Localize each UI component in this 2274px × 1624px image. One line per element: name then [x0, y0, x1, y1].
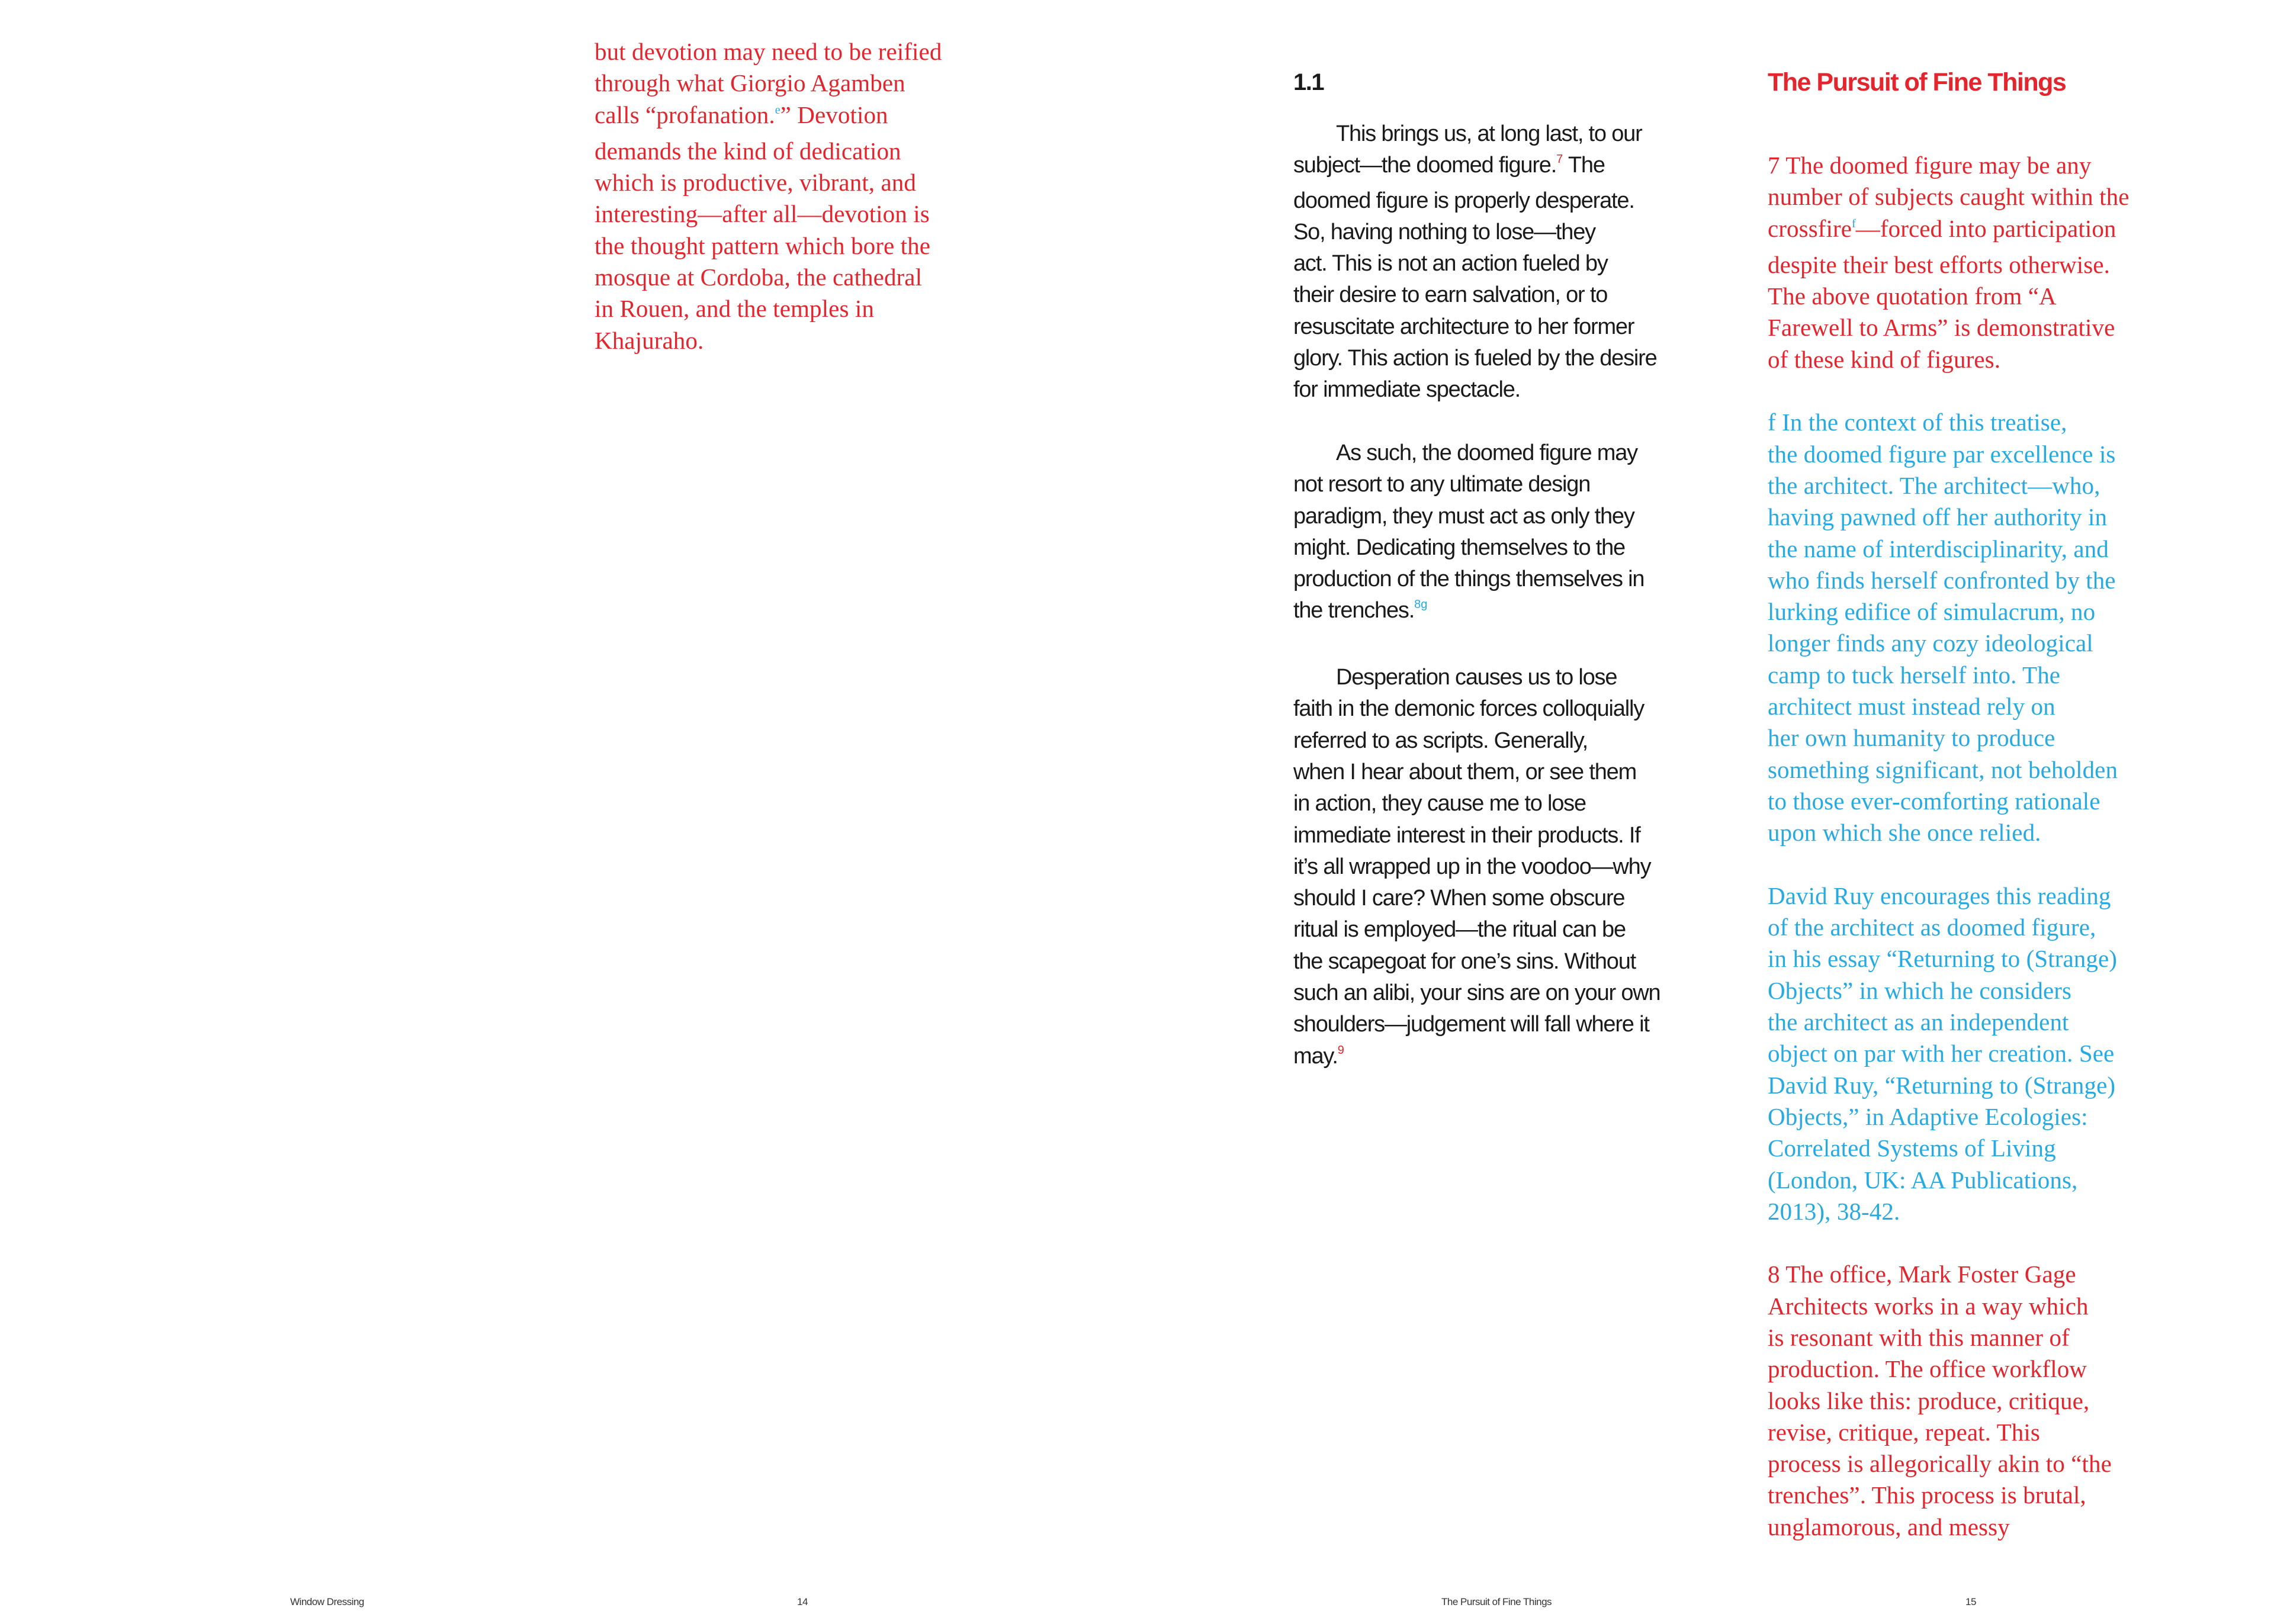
text-line: upon which she once relied. [1768, 819, 2041, 847]
text-line: the thought pattern which bore the [595, 231, 930, 259]
text-line: process is allegorically akin to “the [1768, 1450, 2112, 1478]
text-line: the architect. The architect—who, [1768, 471, 2100, 499]
text-line: act. This is not an action fueled by [1293, 251, 1608, 276]
text-line: 2013), 38-42. [1768, 1197, 1900, 1225]
body-paragraph [1293, 118, 1720, 406]
footnote-ref-7[interactable]: 7 [1556, 153, 1563, 166]
text-line: might. Dedicating themselves to the [1293, 535, 1625, 560]
text-line: mosque at Cordoba, the cathedral [595, 263, 923, 291]
text-line: crossfire$^f$—forced into participation [1768, 214, 2116, 242]
text-line: in action, they cause me to lose [1293, 791, 1586, 816]
text-line: camp to tuck herself into. The [1768, 661, 2061, 689]
left-page-paragraph [595, 36, 1009, 356]
right-page-number: 15 [1965, 1596, 1976, 1607]
text-line: to those ever-comforting rationale [1768, 787, 2100, 815]
text-line: in Rouen, and the temples in [595, 295, 874, 323]
text-line: not resort to any ultimate design [1293, 472, 1591, 497]
text-line: the trenches.$^{8g}$ [1293, 598, 1428, 623]
text-line: production. The office workflow [1768, 1355, 2087, 1383]
text-line: Architects works in a way which [1768, 1292, 2089, 1320]
text-line: her own humanity to produce [1768, 724, 2055, 752]
text-line: David Ruy encourages this reading [1768, 882, 2111, 909]
text-line: in his essay “Returning to (Strange) [1768, 945, 2118, 973]
footnote-ref-e[interactable]: e [775, 103, 781, 117]
text-line: for immediate spectacle. [1293, 377, 1521, 403]
text-line: (London, UK: AA Publications, [1768, 1166, 2078, 1194]
text-line: glory. This action is fueled by the desire [1293, 346, 1657, 371]
text-line: something significant, not beholden [1768, 755, 2118, 783]
text-line: Objects” in which he considers [1768, 976, 2072, 1004]
section-number: 1.1 [1293, 69, 1324, 95]
text-line: when I hear about them, or see them [1293, 759, 1637, 784]
footnote-7 [1768, 150, 2218, 375]
text-line: ritual is employed—the ritual can be [1293, 917, 1626, 943]
text-line: may.$^9$ [1293, 1043, 1344, 1069]
left-footer-title: Window Dressing [290, 1596, 364, 1607]
text-line: 7 The doomed figure may be any [1768, 152, 2092, 179]
text-line: Correlated Systems of Living [1768, 1134, 2056, 1162]
text-line: it’s all wrapped up in the voodoo—why [1293, 854, 1651, 879]
text-line: interesting—after all—devotion is [595, 200, 930, 228]
text-line: referred to as scripts. Generally, [1293, 728, 1588, 753]
text-line: The above quotation from “A [1768, 282, 2057, 310]
text-line: who finds herself confronted by the [1768, 566, 2116, 594]
footnote-ref-9[interactable]: 9 [1337, 1043, 1344, 1057]
text-line: revise, critique, repeat. This [1768, 1418, 2040, 1446]
left-page-number: 14 [797, 1596, 808, 1607]
body-paragraph [1293, 662, 1720, 1076]
footnote-f [1768, 407, 2218, 848]
text-line: is resonant with this manner of [1768, 1323, 2070, 1351]
text-line: f In the context of this treatise, [1768, 409, 2067, 436]
text-line: David Ruy, “Returning to (Strange) [1768, 1071, 2116, 1099]
text-line: of the architect as doomed figure, [1768, 914, 2096, 941]
text-line: lurking edifice of simulacrum, no [1768, 598, 2096, 626]
text-line: Objects,” in Adaptive Ecologies: [1768, 1102, 2088, 1130]
text-line: As such, the doomed figure may [1336, 440, 1637, 465]
text-line: paradigm, they must act as only they [1293, 503, 1634, 529]
footnote-8 [1768, 1259, 2218, 1543]
text-line: production of the things themselves in [1293, 567, 1645, 592]
text-line: Khajuraho. [595, 326, 704, 354]
text-line: looks like this: produce, critique, [1768, 1387, 2090, 1414]
text-line: of these kind of figures. [1768, 345, 2001, 373]
text-line: So, having nothing to lose—they [1293, 219, 1595, 245]
text-line: immediate interest in their products. If [1293, 822, 1640, 848]
text-line: doomed figure is properly desperate. [1293, 188, 1634, 213]
right-footer-title: The Pursuit of Fine Things [1441, 1596, 1552, 1607]
text-line: but devotion may need to be reified [595, 38, 942, 65]
text-line: This brings us, at long last, to our [1336, 121, 1642, 146]
text-line: architect must instead rely on [1768, 693, 2055, 721]
text-line: through what Giorgio Agamben [595, 69, 905, 97]
text-line: longer finds any cozy ideological [1768, 629, 2093, 657]
text-line: the scapegoat for one’s sins. Without [1293, 948, 1636, 974]
text-line: such an alibi, your sins are on your own [1293, 980, 1660, 1006]
text-line: demands the kind of dedication [595, 137, 901, 165]
section-title: The Pursuit of Fine Things [1768, 68, 2066, 97]
text-line: Desperation causes us to lose [1336, 665, 1617, 690]
text-line: should I care? When some obscure [1293, 886, 1625, 911]
text-line: the architect as an independent [1768, 1008, 2069, 1036]
text-line: which is productive, vibrant, and [595, 169, 917, 197]
text-line: 8 The office, Mark Foster Gage [1768, 1260, 2076, 1288]
main-body [1293, 118, 1720, 1076]
text-line: the name of interdisciplinarity, and [1768, 535, 2109, 562]
body-paragraph [1293, 438, 1720, 631]
footnote-ref-f[interactable]: f [1852, 217, 1856, 230]
text-line: resuscitate architecture to her former [1293, 314, 1634, 339]
text-line: number of subjects caught within the [1768, 183, 2130, 211]
text-line: the doomed figure par excellence is [1768, 440, 2116, 468]
footnote-g [1768, 880, 2218, 1227]
text-line: despite their best efforts otherwise. [1768, 250, 2110, 278]
text-line: object on par with her creation. See [1768, 1040, 2115, 1067]
footnote-ref-8g[interactable]: 8g [1414, 598, 1428, 612]
text-line: trenches”. This process is brutal, [1768, 1481, 2086, 1509]
text-line: calls “profanation.$^e$” Devotion [595, 101, 888, 128]
text-line: unglamorous, and messy [1768, 1513, 2010, 1541]
notes-column [1768, 150, 2218, 1543]
text-line: subject—the doomed figure.$^7$ The [1293, 153, 1605, 178]
text-line: Farewell to Arms” is demonstrative [1768, 314, 2115, 342]
text-line: faith in the demonic forces colloquially [1293, 696, 1645, 722]
text-line: their desire to earn salvation, or to [1293, 282, 1608, 308]
text-line: having pawned off her authority in [1768, 503, 2108, 531]
text-line: shoulders—judgement will fall where it [1293, 1012, 1649, 1037]
